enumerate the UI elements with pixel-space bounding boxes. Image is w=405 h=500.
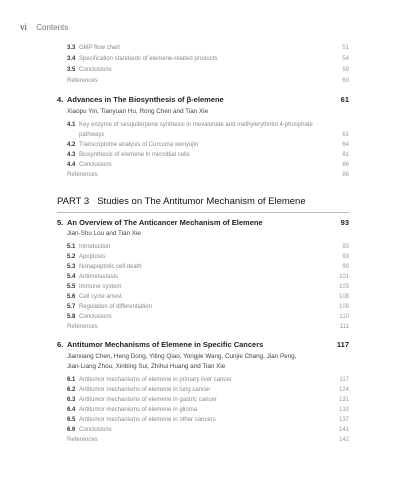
toc-entry: 5.7 Regulation of differentiation 109: [67, 304, 349, 310]
toc-entry: 5.8 Conclusions 110: [67, 314, 349, 320]
toc-entry: 3.3 GMP flow chart 51: [67, 45, 349, 51]
part-divider: [57, 212, 349, 213]
toc-entry: 5.5 Immune system 103: [67, 284, 349, 290]
chapter-6-authors-cont: Jian-Liang Zhou, Xinbing Sui, Zhihui Huang and Tian Xie: [67, 363, 226, 370]
chapter-4-heading: 4. Advances in The Biosynthesis of β-elemene 61: [57, 95, 349, 104]
chapter-5-heading: 5. An Overview of The Anticancer Mechanism of Elemene 93: [57, 218, 349, 227]
chapter-4-authors: Xiaopu Yin, Tianyuan Hu, Rong Chen and Tian Xie: [67, 108, 209, 115]
toc-entry: 5.2 Apoptosis 93: [67, 254, 349, 260]
toc-entry: 4.4 Conclusions 86: [67, 162, 349, 168]
chapter-5-authors: Jian-Shu Lou and Tian Xie: [67, 230, 141, 237]
toc-entry: 6.5 Antitumor mechanisms of elemene in other cancers 137: [67, 417, 349, 423]
toc-entry: 5.6 Cell cycle arrest 108: [67, 294, 349, 300]
toc-entry: 4.3 Biosynthesis of elemene in microbial cells 81: [67, 152, 349, 158]
running-head-title: Contents: [36, 23, 69, 32]
toc-entry: 3.5 Conclusions 59: [67, 67, 349, 73]
chapter-6-heading: 6. Antitumor Mechanisms of Elemene in Specific Cancers 117: [57, 340, 349, 349]
page-number: vi: [20, 22, 28, 32]
toc-entry: 6.4 Antitumor mechanisms of elemene in glioma 133: [67, 407, 349, 413]
toc-entry: 6.1 Antitumor mechanisms of elemene in primary liver cancer 117: [67, 377, 349, 383]
chapter-6-authors: Jianxiang Chen, Heng Dong, Yiting Qiao, Yongjie Wang, Cunjie Chang, Jian Peng,: [67, 353, 297, 360]
toc-entry: 4.1 Key enzyme of sesquiterpene synthesis in mevalonate and methylerythritol 4-phosphate pathways 61: [67, 122, 349, 138]
toc-entry: 6.2 Antitumor mechanisms of elemene in lung cancer 124: [67, 387, 349, 393]
toc-entry: 4.2 Transcriptome analysis of Curcuma wenyujin 64: [67, 142, 349, 148]
toc-entry: References 111: [67, 324, 349, 330]
toc-entry: References 142: [67, 437, 349, 443]
toc-entry: References 86: [67, 172, 349, 178]
toc-entry: 6.6 Conclusions 141: [67, 427, 349, 433]
toc-entry: 5.4 Antimetastasis 101: [67, 274, 349, 280]
toc-entry: 3.4 Specification standards of elemene-related products 54: [67, 56, 349, 62]
part-heading: PART 3 Studies on The Antitumor Mechanism of Elemene: [57, 196, 306, 207]
toc-entry: 6.3 Antitumor mechanisms of elemene in gastric cancer 131: [67, 397, 349, 403]
running-head: [20, 22, 68, 32]
toc-entry: References 60: [67, 78, 349, 84]
toc-entry: 5.3 Nonapoptotic cell death 99: [67, 264, 349, 270]
toc-entry: 5.1 Introduction 93: [67, 244, 349, 250]
